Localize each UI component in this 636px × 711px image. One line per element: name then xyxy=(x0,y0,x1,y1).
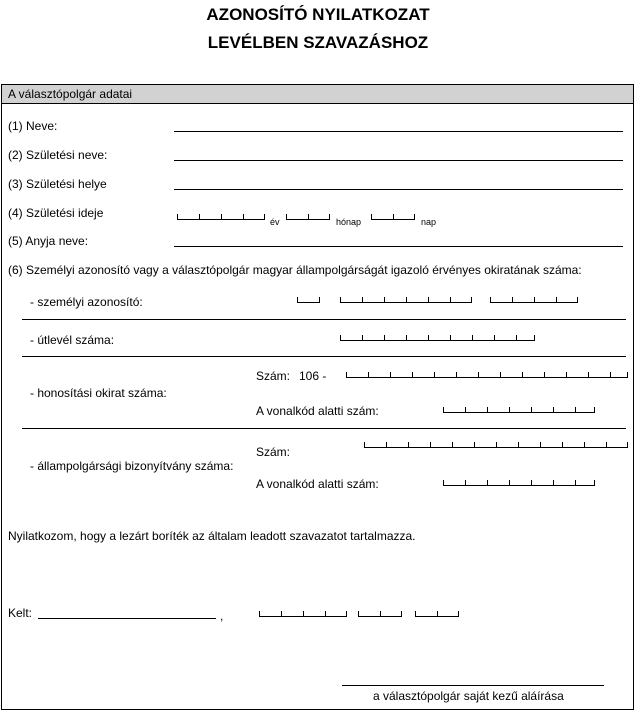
citizenship-number-label: Szám: xyxy=(256,445,291,459)
personal-id-label: - személyi azonosító: xyxy=(30,295,143,309)
signature-label: a választópolgár saját kezű aláírása xyxy=(373,689,564,703)
passport-boxes[interactable] xyxy=(340,335,535,341)
birth-place-label: (3) Születési helye xyxy=(8,177,107,191)
personal-id-boxes-1[interactable] xyxy=(297,297,320,303)
form-title-line2: LEVÉLBEN SZAVAZÁSHOZ xyxy=(207,33,429,52)
signature-line[interactable] xyxy=(342,685,604,686)
personal-id-boxes-2[interactable] xyxy=(340,297,472,303)
month-unit-label: hónap xyxy=(336,217,362,227)
separator xyxy=(22,428,626,429)
name-label: (1) Neve: xyxy=(8,119,58,133)
dated-label: Kelt: xyxy=(8,606,33,620)
name-field[interactable] xyxy=(174,131,623,132)
birth-month-boxes[interactable] xyxy=(286,214,330,220)
citizenship-number-boxes[interactable] xyxy=(364,442,628,448)
birth-name-field[interactable] xyxy=(174,160,623,161)
naturalization-number-label: Szám: xyxy=(256,369,291,383)
document-question: (6) Személyi azonosító vagy a választópolgár magyar állampolgárságát igazoló érvényes okiratának száma: xyxy=(8,263,582,277)
declaration-text: Nyilatkozom, hogy a lezárt boríték az általam leadott szavazatot tartalmazza. xyxy=(8,529,416,543)
naturalization-number-boxes[interactable] xyxy=(346,372,628,378)
birth-date-label: (4) Születési ideje xyxy=(8,206,104,220)
day-unit-label: nap xyxy=(421,217,437,227)
birth-place-field[interactable] xyxy=(174,189,623,190)
citizenship-barcode-boxes[interactable] xyxy=(443,480,595,486)
dated-day-boxes[interactable] xyxy=(415,611,459,617)
personal-id-boxes-3[interactable] xyxy=(490,297,578,303)
dated-place-field[interactable] xyxy=(38,618,216,619)
separator xyxy=(22,319,626,320)
section-header: A választópolgár adatai xyxy=(1,84,634,104)
dated-year-boxes[interactable] xyxy=(259,611,347,617)
birth-year-boxes[interactable] xyxy=(177,214,265,220)
naturalization-prefix: 106 - xyxy=(299,369,327,383)
form-title-line1: AZONOSÍTÓ NYILATKOZAT xyxy=(206,5,430,24)
mother-name-field[interactable] xyxy=(174,246,623,247)
mother-name-label: (5) Anyja neve: xyxy=(8,234,89,248)
naturalization-barcode-boxes[interactable] xyxy=(443,407,595,413)
birth-day-boxes[interactable] xyxy=(371,214,415,220)
dated-month-boxes[interactable] xyxy=(358,611,402,617)
birth-name-label: (2) Születési neve: xyxy=(8,148,108,162)
dated-comma: , xyxy=(220,609,224,623)
year-unit-label: év xyxy=(270,217,280,227)
passport-label: - útlevél száma: xyxy=(30,333,115,347)
citizenship-barcode-label: A vonalkód alatti szám: xyxy=(256,477,379,491)
naturalization-barcode-label: A vonalkód alatti szám: xyxy=(256,404,379,418)
citizenship-label: - állampolgársági bizonyítvány száma: xyxy=(30,459,234,473)
naturalization-label: - honosítási okirat száma: xyxy=(30,386,167,400)
separator xyxy=(22,356,626,357)
